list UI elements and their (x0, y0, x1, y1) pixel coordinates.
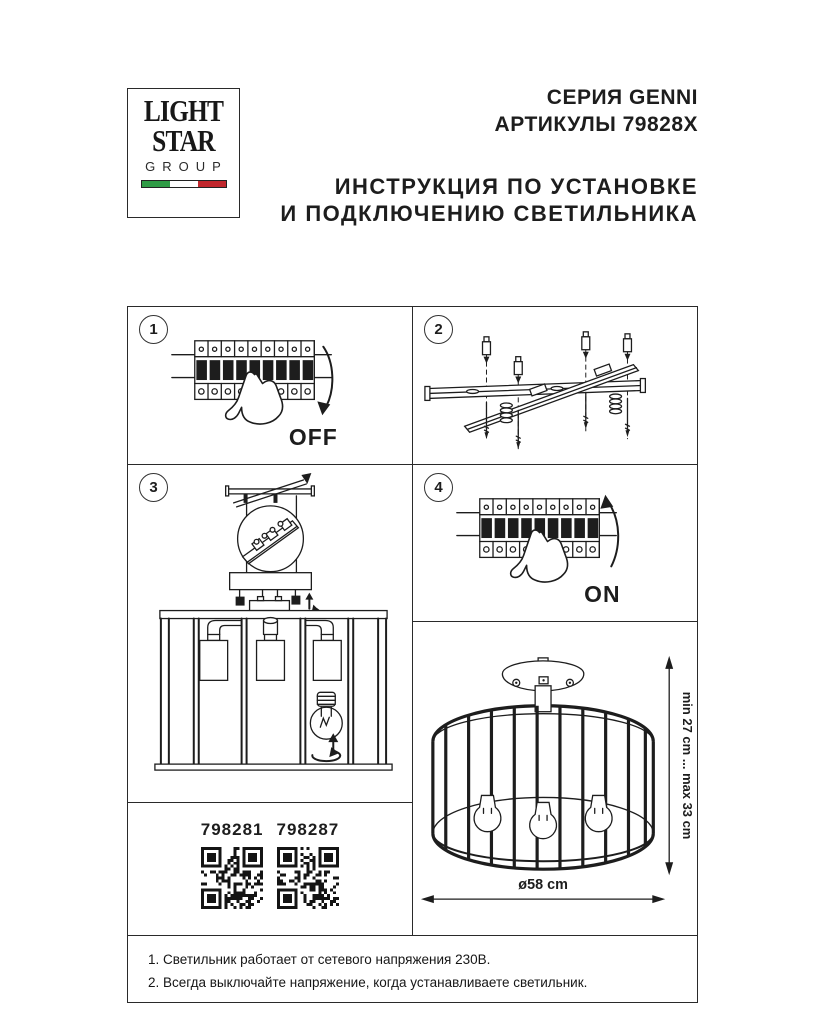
logo-word-star: STAR (152, 123, 215, 158)
instruction-grid (127, 306, 698, 1003)
diameter-label: ø58 cm (518, 877, 568, 894)
qr-code-icon (201, 847, 263, 909)
step-2-cell (413, 307, 697, 465)
mounting-brackets-illustration (413, 307, 697, 464)
height-range-label: min 27 cm ... max 33 cm (680, 691, 696, 840)
lightstar-logo (127, 88, 240, 218)
diameter-dimension (421, 877, 665, 903)
header-titles (280, 84, 698, 227)
on-label: ON (584, 581, 621, 608)
step-2-badge: 2 (424, 315, 453, 344)
logo-word-light: LIGHT (143, 93, 224, 128)
qr-cell (128, 803, 413, 936)
articles-title: АРТИКУЛЫ 79828X (494, 113, 698, 136)
bulb-icons (474, 795, 612, 838)
step-4-badge: 4 (424, 473, 453, 502)
light-bulb-icon (310, 692, 342, 739)
qr-code-icon (277, 847, 339, 909)
instruction-title-line2: И ПОДКЛЮЧЕНИЮ СВЕТИЛЬНИКА (280, 201, 698, 226)
step-1-cell (128, 307, 413, 465)
instruction-title-line1: ИНСТРУКЦИЯ ПО УСТАНОВКЕ (334, 174, 698, 199)
note-voltage: 1. Светильник работает от сетевого напряжения 230В. (148, 952, 491, 967)
chandelier-dimension-drawing (413, 622, 697, 935)
dimensions-cell (413, 622, 697, 936)
step-3-cell (128, 465, 413, 803)
qr-block-left (201, 820, 264, 935)
series-title: СЕРИЯ GENNI (546, 86, 698, 109)
notes-cell (128, 936, 697, 1002)
italian-flag-icon (141, 180, 227, 188)
flag-green-stripe (142, 181, 170, 187)
logo-word-group: GROUP (145, 159, 228, 174)
breaker-on-illustration (413, 465, 697, 621)
step-1-badge: 1 (139, 315, 168, 344)
step-3-badge: 3 (139, 473, 168, 502)
article-number-right: 798287 (276, 820, 340, 839)
off-label: OFF (288, 424, 338, 451)
step-4-cell (413, 465, 697, 622)
fixture-assembly-illustration (128, 465, 412, 802)
article-number-left: 798281 (200, 820, 264, 839)
breaker-off-illustration (128, 307, 412, 464)
height-dimension (665, 656, 695, 875)
qr-block-right (277, 820, 340, 935)
flag-red-stripe (198, 181, 226, 187)
flag-white-stripe (170, 181, 198, 187)
note-safety: 2. Всегда выключайте напряжение, когда устанавливаете светильник. (148, 975, 588, 990)
